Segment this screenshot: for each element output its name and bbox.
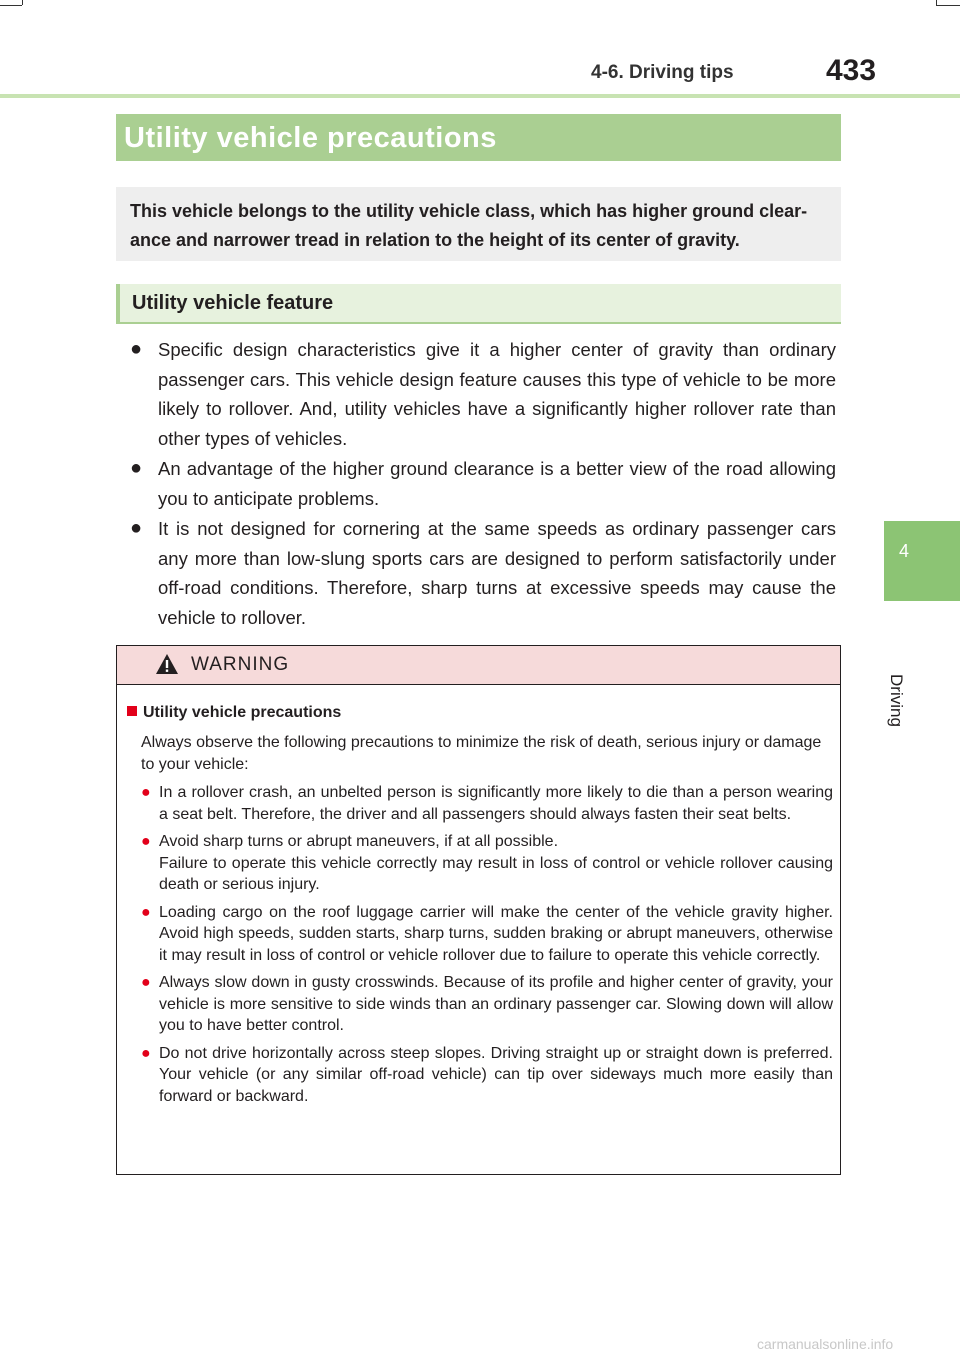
red-square-icon [127, 706, 137, 716]
crop-mark-tl-v [22, 0, 23, 5]
warning-item-text: In a rollover crash, an unbelted person is significantly more likely to die than a person wearing a seat belt. Therefore, the driver and all passengers should always fasten their seat belts. [159, 784, 833, 823]
red-bullet-icon: ● [141, 1044, 151, 1062]
crop-mark-tl-h [0, 5, 22, 6]
page-title: Utility vehicle precautions [124, 122, 497, 154]
bullet-text: Specific design characteristics give it a higher center of gravity than ordinary passenger cars. This vehicle design feature causes this type of vehicle to be more likely to rollover. And, utility vehicles have a significantly higher rollover rate than other types of vehicles. [158, 339, 836, 449]
page-number: 433 [826, 54, 877, 87]
red-bullet-icon: ● [141, 833, 151, 850]
list-item [141, 831, 833, 896]
intro-text: This vehicle belongs to the utility vehicle class, which has higher ground clear-ance and narrower tread in relation to the height of its center of gravity. [130, 201, 808, 250]
list-item [141, 972, 833, 1037]
feature-bullet-list [130, 335, 836, 633]
watermark: carmanualsonline.info [757, 1336, 894, 1352]
chapter-label [886, 612, 916, 727]
warning-list [141, 782, 833, 1113]
chapter-label-text: Driving [887, 674, 906, 727]
warning-intro: Always observe the following precautions to minimize the risk of death, serious injury or damage to your vehicle: [141, 734, 822, 773]
warning-item-text: Do not drive horizontally across steep slopes. Driving straight up or straight down is preferred. Your vehicle (or any similar off-road vehicle) can tip over sideways much more easily than forward or backward. [159, 1044, 833, 1105]
warning-item-text: Always slow down in gusty crosswinds. Because of its profile and higher center of gravity, your vehicle is more sensitive to side winds than an ordinary passenger car. Slowing down will allow you to have better control. [159, 974, 833, 1034]
warning-item-text-2: Failure to operate this vehicle correctly may result in loss of control or vehicle rollover causing death or serious injury. [159, 854, 833, 893]
list-item [141, 1043, 833, 1108]
crop-mark-tr-h [936, 5, 960, 6]
bullet-icon: ● [130, 338, 143, 360]
heading-accent [116, 284, 120, 322]
warning-subheading-text: Utility vehicle precautions [143, 704, 342, 721]
warning-subheading [127, 704, 341, 722]
bullet-text: An advantage of the higher ground clearance is a better view of the road allowing you to anticipate problems. [158, 458, 836, 509]
feature-heading-bar [116, 284, 841, 324]
warning-box [116, 645, 841, 1175]
list-item [141, 902, 833, 967]
feature-heading: Utility vehicle feature [132, 292, 334, 314]
red-bullet-icon: ● [141, 903, 151, 921]
header-section-title: 4-6. Driving tips [591, 62, 734, 83]
crop-mark-tr-v [936, 0, 937, 5]
warning-triangle-icon [155, 653, 179, 675]
warning-header [117, 646, 840, 685]
intro-box [116, 187, 841, 261]
red-bullet-icon: ● [141, 784, 151, 801]
bullet-icon: ● [130, 517, 143, 539]
warning-item-text: Loading cargo on the roof luggage carrier will make the center of the vehicle gravity higher. Avoid high speeds, sudden starts, sharp turns, sudden braking or abrupt maneuvers, otherwise it may result in loss of control or vehicle rollover due to failure to operate this vehicle correctly. [159, 903, 833, 964]
warning-title: WARNING [191, 654, 290, 675]
section-title-bar [116, 114, 841, 161]
bullet-text: It is not designed for cornering at the same speeds as ordinary passenger cars any more than low-slung sports cars are designed to perform satisfactorily under off-road conditions. Therefore, sharp turns at excessive speeds may cause the vehicle to rollover. [158, 518, 836, 628]
red-bullet-icon: ● [141, 974, 151, 991]
list-item [130, 335, 836, 453]
bullet-icon: ● [130, 457, 143, 479]
list-item [141, 782, 833, 825]
list-item [130, 514, 836, 632]
warning-item-text: Avoid sharp turns or abrupt maneuvers, if at all possible. [159, 833, 559, 850]
header-rule [0, 94, 960, 98]
list-item [130, 454, 836, 513]
chapter-number: 4 [898, 541, 909, 561]
